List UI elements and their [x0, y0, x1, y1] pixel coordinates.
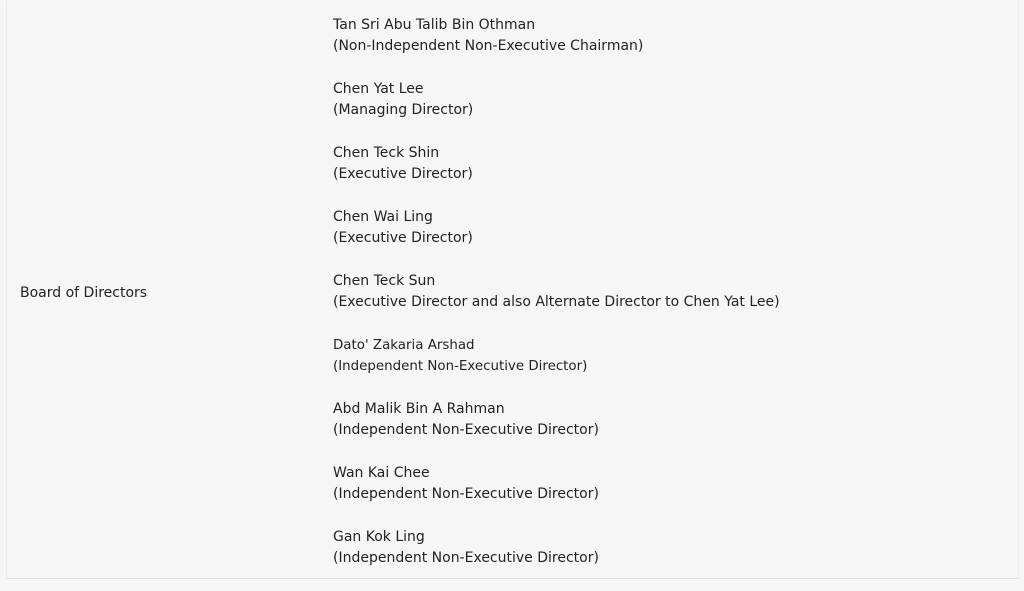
director-role: (Independent Non-Executive Director): [333, 486, 599, 502]
director-role: (Independent Non-Executive Director): [333, 550, 599, 566]
director-role: (Independent Non-Executive Director): [333, 359, 588, 374]
director-name: Chen Teck Sun: [333, 273, 436, 289]
director-item: [333, 79, 1013, 143]
director-item: [333, 463, 1013, 527]
board-of-directors-label: Board of Directors: [20, 285, 148, 301]
director-role: (Non-Independent Non-Executive Chairman): [333, 38, 644, 54]
director-name: Abd Malik Bin A Rahman: [333, 401, 505, 417]
director-item: [333, 399, 1013, 463]
director-name: Chen Yat Lee: [333, 81, 424, 97]
director-role: (Executive Director and also Alternate Director to Chen Yat Lee): [333, 294, 780, 310]
director-name: Gan Kok Ling: [333, 529, 425, 545]
director-role: (Managing Director): [333, 102, 474, 118]
directors-list: [333, 15, 1013, 591]
director-role: (Executive Director): [333, 230, 473, 246]
director-item: [333, 527, 1013, 591]
director-item: [333, 207, 1013, 271]
director-item: [333, 335, 1013, 399]
director-name: Wan Kai Chee: [333, 465, 430, 481]
director-name: Chen Wai Ling: [333, 209, 433, 225]
director-item: [333, 271, 1013, 335]
director-item: [333, 143, 1013, 207]
director-name: Chen Teck Shin: [333, 145, 440, 161]
director-item: [333, 15, 1013, 79]
director-role: (Independent Non-Executive Director): [333, 422, 599, 438]
board-of-directors-row: [6, 1, 1019, 579]
director-role: (Executive Director): [333, 166, 473, 182]
director-name: Dato' Zakaria Arshad: [333, 338, 475, 353]
director-name: Tan Sri Abu Talib Bin Othman: [333, 17, 536, 33]
